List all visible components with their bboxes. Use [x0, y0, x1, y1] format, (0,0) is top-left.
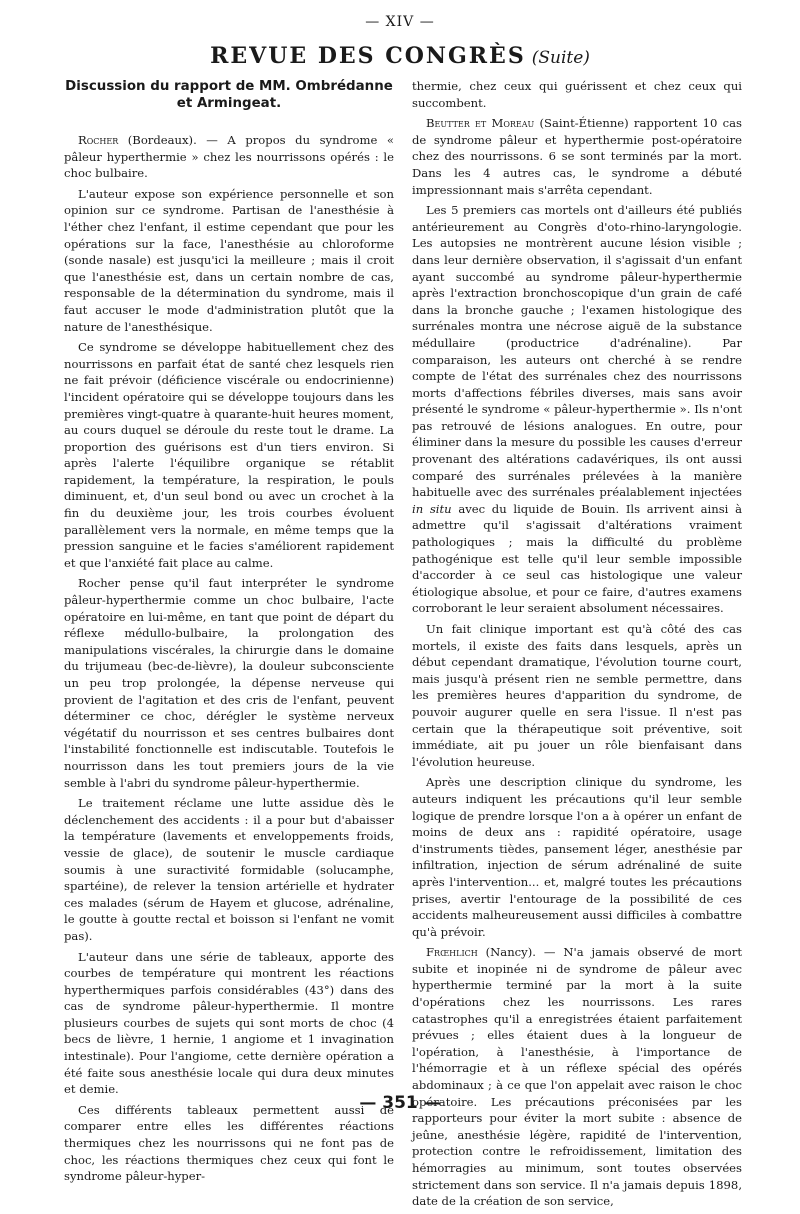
paragraph: L'auteur dans une série de tableaux, apporte des courbes de température qui montrent les réactions hyperthermiques parfois considérables (43°) dans des cas de syndrome pâleur-hyperthermie. Il montre plusieurs courbes de sujets qui sont morts de choc (4 becs de lièvre, 1 hernie, 1 angiome et 1 invagination intestinale). Pour l'angiome, cette dernière opération a été faite sous anesthésie locale qui dura deux minutes et demie. [64, 949, 394, 1097]
paragraph: Un fait clinique important est qu'à côté des cas mortels, il existe des faits dans lesquels, après un début cependant dramatique, l'évolution tourne court, mais jusqu'à présent rien ne semble permettre, dans les premières heures d'apparition du syndrome, de pouvoir augurer quelle en sera l'issue. Il n'est pas certain que la thérapeutique soit préventive, soit immédiate, ait pu jouer un rôle bienfaisant dans l'évolution heureuse. [412, 622, 742, 769]
author-name: Rocher [78, 133, 119, 147]
author-name: Frœhlich [426, 945, 478, 960]
paragraph: Ce syndrome se développe habituellement chez des nourrissons en parfait état de santé chez lesquels rien ne fait prévoir (déficience viscérale ou endocrinienne) l'incident opératoire qui se développe toujours dans les premières vingt-quatre à quarante-huit heures moment, au cours duquel se déroule du reste tout le drame. La proportion des guérisons est d'un tiers environ. Si après l'alerte l'équilibre organique se rétablit rapidement, la température, la respiration, le pouls diminuent, et, d'un seul bond ou avec un crochet à la fin du deuxième jour, les trois courbes évoluent parallèlement vers la normale, en même temps que la pression sanguine et le facies s'améliorent rapidement et que l'anxiété fait place au calme. [64, 340, 394, 570]
paragraph-text: (Nancy). — N'a jamais observé de mort subite et inopinée ni de syndrome de pâleur avec hyperthermie terminé par la mort à la suite d'opérations chez les nourrissons. Les rares catastrophes qu'il a enregistrées étaient parfaitement prévues ; elles étaient dues à la longueur de l'opération, à l'anesthésie, à l'importance de l'hémorragie et à un réflexe spécial des opérés abdominaux ; à ce que l'on appelait avec raison le choc opératoire. Les précautions préconisées par les rapporteurs pour éviter la mort subite : absence de jeûne, anesthésie légère, rapidité de l'intervention, protection contre le refroidissement, limitation des hémorragies au minimum, sont toutes observées strictement dans son service. Il n'a jamais depuis 1898, date de la création de son service, [412, 945, 742, 1209]
paragraph-text: (Bordeaux). — A propos du syndrome « pâleur hyperthermie » chez les nourrissons opérés : le choc bulbaire. [64, 133, 394, 181]
paragraph: Le traitement réclame une lutte assidue dès le déclenchement des accidents : il a pour but d'abaisser la température (lavements et enveloppements froids, vessie de glace), de soutenir le muscle cardiaque soumis à une suractivité formidable (solucamphe, spartéine), de relever la tension artérielle et hydrater ces malades (sérum de Hayem et glucose, adrénaline, le goutte à goutte rectal et boisson si l'enfant ne vomit pas). [64, 796, 394, 943]
journal-section-title [0, 43, 800, 69]
paragraph: Ces différents tableaux permettent aussi de comparer entre elles les différentes réactions thermiques chez les nourrissons qui ne font pas de choc, les réactions thermiques chez ceux qui font le syndrome pâleur-hyper- [64, 1102, 394, 1184]
page-number: — 351 — [359, 1093, 441, 1113]
right-column [412, 78, 742, 1214]
italic-term: in situ [412, 501, 452, 516]
paragraph: L'auteur expose son expérience personnelle et son opinion sur ce syndrome. Partisan de l'anesthésie à l'éther chez l'enfant, il estime cependant que pour les opérations sur la face, l'anesthésie au chloroforme (sonde nasale) est jusqu'ici la meilleure ; mais il croit que l'anesthésie est, dans un certain nombre de cas, responsable de la détermination du syndrome, mais il faut accuser le mode d'administration plutôt que la nature de l'anesthésique. [64, 186, 394, 334]
section-title-suite: (Suite) [531, 48, 590, 68]
paragraph-beutter-moreau [412, 115, 742, 198]
paragraph-continued: thermie, chez ceux qui guérissent et chez ceux qui succombent. [412, 79, 742, 110]
paragraph: Après une description clinique du syndrome, les auteurs indiquent les précautions qu'il leur semble logique de prendre lorsque l'on a à opérer un enfant de moins de deux ans : rapidité opératoire, usage d'instruments tièdes, pansement léger, anesthésie par infiltration, injection de sérum adrénaliné de suite après l'intervention... et, malgré toutes les précautions prises, avertir l'entourage de la possibilité de ces accidents malheureusement aussi difficiles à combattre qu'à prévoir. [412, 775, 742, 939]
left-column [64, 78, 394, 1189]
paragraph-text: (Saint-Étienne) rapportent 10 cas de syndrome pâleur et hyperthermie post-opératoire chez des nourrissons. 6 se sont terminés par la mort. Dans les 4 autres cas, le syndrome a débuté impressionnant mais s'arrêta cependant. [412, 116, 742, 197]
paragraph: Rocher pense qu'il faut interpréter le syndrome pâleur-hyperthermie comme un choc bulbaire, l'acte opératoire en lui-même, en tant que point de départ du réflexe médullo-bulbaire, la prolongation des manipulations viscérales, la chirurgie dans le domaine du trijumeau (bec-de-lièvre), la douleur subconsciente un peu trop prolongée, la dépense nerveuse qui provient de l'agitation et des cris de l'enfant, peuvent déterminer ce choc, dérégler le système nerveux végétatif du nourrisson et ses centres bulbaires dont l'instabilité fonctionnelle est indiscutable. Toutefois le nourrisson dans les tout premiers jours de la vie semble à l'abri du syndrome pâleur-hyperthermie. [64, 576, 394, 790]
discussion-heading: Discussion du rapport de MM. Ombrédanne et Armingeat. [65, 79, 393, 111]
roman-folio: — XIV — [365, 14, 435, 30]
paragraph-froehlich [412, 944, 742, 1210]
author-name: Beutter et Moreau [426, 116, 535, 131]
paragraph-text: Les 5 premiers cas mortels ont d'ailleurs été publiés antérieurement au Congrès d'oto-rhino-laryngologie. Les autopsies ne montrèrent aucune lésion visible ; dans leur dernière observation, il s'agissait d'un enfant ayant succombé au syndrome pâleur-hyperthermie après l'extraction bronchoscopique d'un grain de café dans la bronche gauche ; l'examen histologique des surrénales montra une nécrose aiguë de la substance médullaire (productrice d'adrénaline). Par comparaison, les auteurs ont cherché à se rendre compte de l'état des surrénales chez des nourrissons morts d'affections fébriles diverses, mais sans avoir présenté le syndrome « pâleur-hyperthermie ». Ils n'ont pas retrouvé de lésions analogues. En outre, pour éliminer dans la mesure du possible les causes d'erreur provenant des altérations cadavériques, ils ont aussi comparé des surrénales prélevées à la manière habituelle avec des surrénales préalablement injectées [412, 203, 742, 500]
section-title-text: REVUE DES CONGRÈS [210, 43, 526, 69]
paragraph-text: avec du liquide de Bouin. Ils arrivent ainsi à admettre qu'il s'agissait d'altérations vraiment pathologiques ; mais la difficulté du problème pathogénique est telle qu'il leur semble impossible d'accorder à ce seul cas histologique une valeur étiologique absolue, et pour ce faire, d'autres examens corroborant le leur seraient absolument nécessaires. [412, 501, 742, 616]
paragraph [412, 202, 742, 617]
paragraph-rocher-intro [64, 132, 394, 182]
